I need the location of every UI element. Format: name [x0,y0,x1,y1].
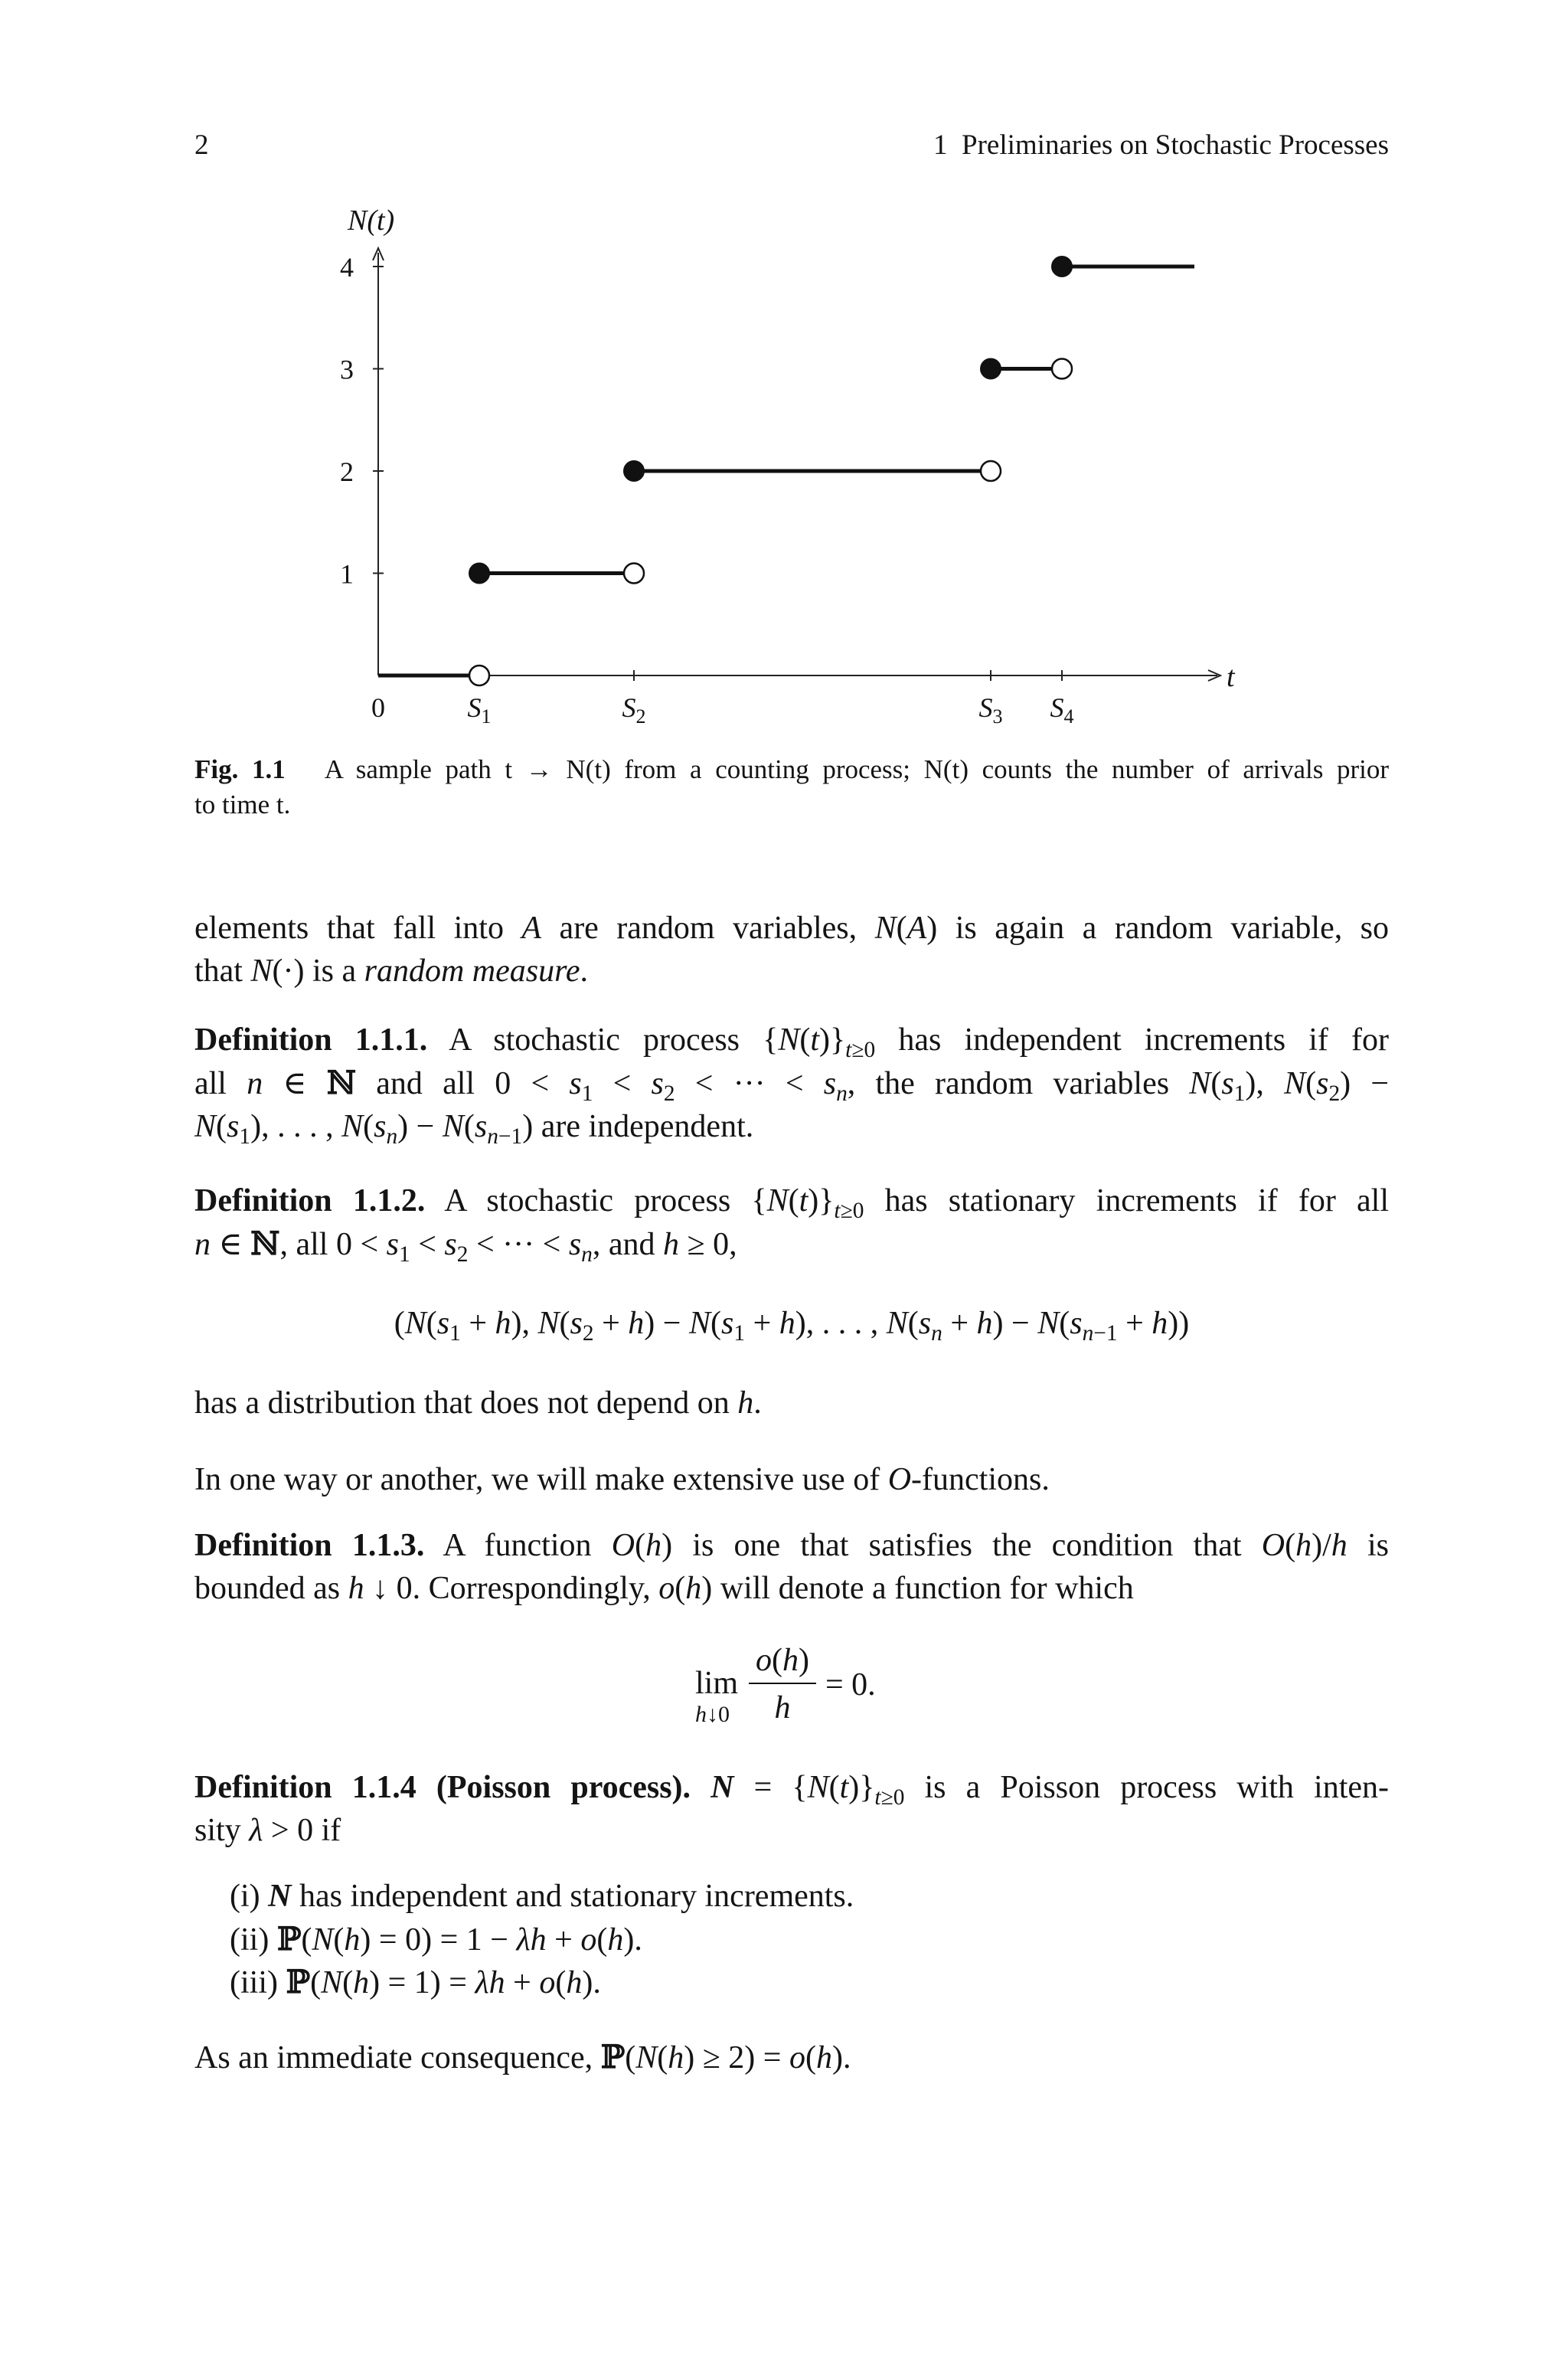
definition-1-1-3: Definition 1.1.3. A function O(h) is one that satisfies the condition that O(h)/h is bounded as h ↓ 0. Correspondingly, o(h) will denote a function for which [194,1528,1390,1606]
y-tick-label: 2 [340,456,354,487]
paragraph-o-functions: In one way or another, we will make extensive use of O-functions. [194,1462,1050,1497]
chapter-title: Preliminaries on Stochastic Processes [962,129,1389,161]
x-tick-label: $S_2$ [622,692,646,728]
closed-endpoint [624,461,644,481]
x-tick-label: $S_1$ [467,692,492,728]
y-tick-label: 1 [340,558,354,590]
definition-1-1-2-tail: has a distribution that does not depend on h. [194,1385,762,1421]
paragraph-conclusion: As an immediate consequence, ℙ(N(h) ≥ 2) = o(h). [194,2038,851,2075]
list-item: (iii) ℙ(N(h) = 1) = λh + o(h). [230,1963,601,2000]
y-tick-label: 3 [340,354,354,385]
open-endpoint [469,666,489,685]
caption-line1: A sample path t → N(t) from a counting process; N(t) counts the number of arrivals prior [324,754,1389,784]
caption-line2: to time t. [194,790,291,819]
closed-endpoint [1052,257,1072,276]
chapter-number: 1 [933,129,948,161]
def-label: Definition 1.1.1. [194,1022,428,1058]
display-equation-limit: lim h↓0 o(h) h = 0. [695,1643,876,1727]
figure-label: Fig. 1.1 [194,754,286,784]
x-tick-label: 0 [371,692,385,723]
definition-1-1-4: Definition 1.1.4 (Poisson process). $N = \{N(t)\}_{t\ge 0}$ is a Poisson process with inten- sity λ > 0 if [194,1770,1390,1848]
x-axis-label: t [1227,661,1235,693]
paragraph-random-measure: elements that fall into A are random variables, N(A) is again a random variable, so that N(·) is a random measure. [194,911,1390,989]
definition-1-1-1: Definition 1.1.1. A stochastic process $\{N(t)\}_{t\ge 0}$ has independent increments if for all n ∈ ℕ and all $0 < s_1 < s_2$ < ··· < $s_n$, the random variables $N(s_1)$, $N(s_2)$ − $N(s_1)$, . . . , $N(s_n) - N(s_{n-1})$ are independent. [194,1022,1390,1149]
open-endpoint [1052,359,1072,379]
open-endpoint [981,461,1001,481]
list-item: (ii) ℙ(N(h) = 0) = 1 − λh + o(h). [230,1920,642,1958]
y-axis-label: N(t) [348,204,395,237]
x-tick-label: $S_4$ [1050,692,1074,728]
def-label: Definition 1.1.2. [194,1183,426,1218]
counting-process-chart [0,0,1568,766]
def-label: Definition 1.1.4 (Poisson process). [194,1770,691,1805]
def-label: Definition 1.1.3. [194,1528,425,1563]
x-tick-label: $S_3$ [978,692,1003,728]
definition-1-1-2: Definition 1.1.2. A stochastic process $\{N(t)\}_{t\ge 0}$ has stationary increments if for all n ∈ ℕ, all $0 < s_1 < s_2$ < ··· < $s_n$, and h ≥ 0, [194,1183,1390,1267]
closed-endpoint [981,359,1001,379]
closed-endpoint [469,564,489,584]
open-endpoint [624,564,644,584]
list-item: (i) N has independent and stationary increments. [230,1879,854,1914]
y-tick-label: 4 [340,252,354,283]
figure-caption [194,752,1389,823]
page-number: 2 [194,129,209,161]
display-equation-increments: ($N(s_1 + h)$, $N(s_2 + h) - N(s_1 + h)$, . . . , $N(s_n + h) - N(s_{n-1} + h)$) [394,1306,1190,1346]
